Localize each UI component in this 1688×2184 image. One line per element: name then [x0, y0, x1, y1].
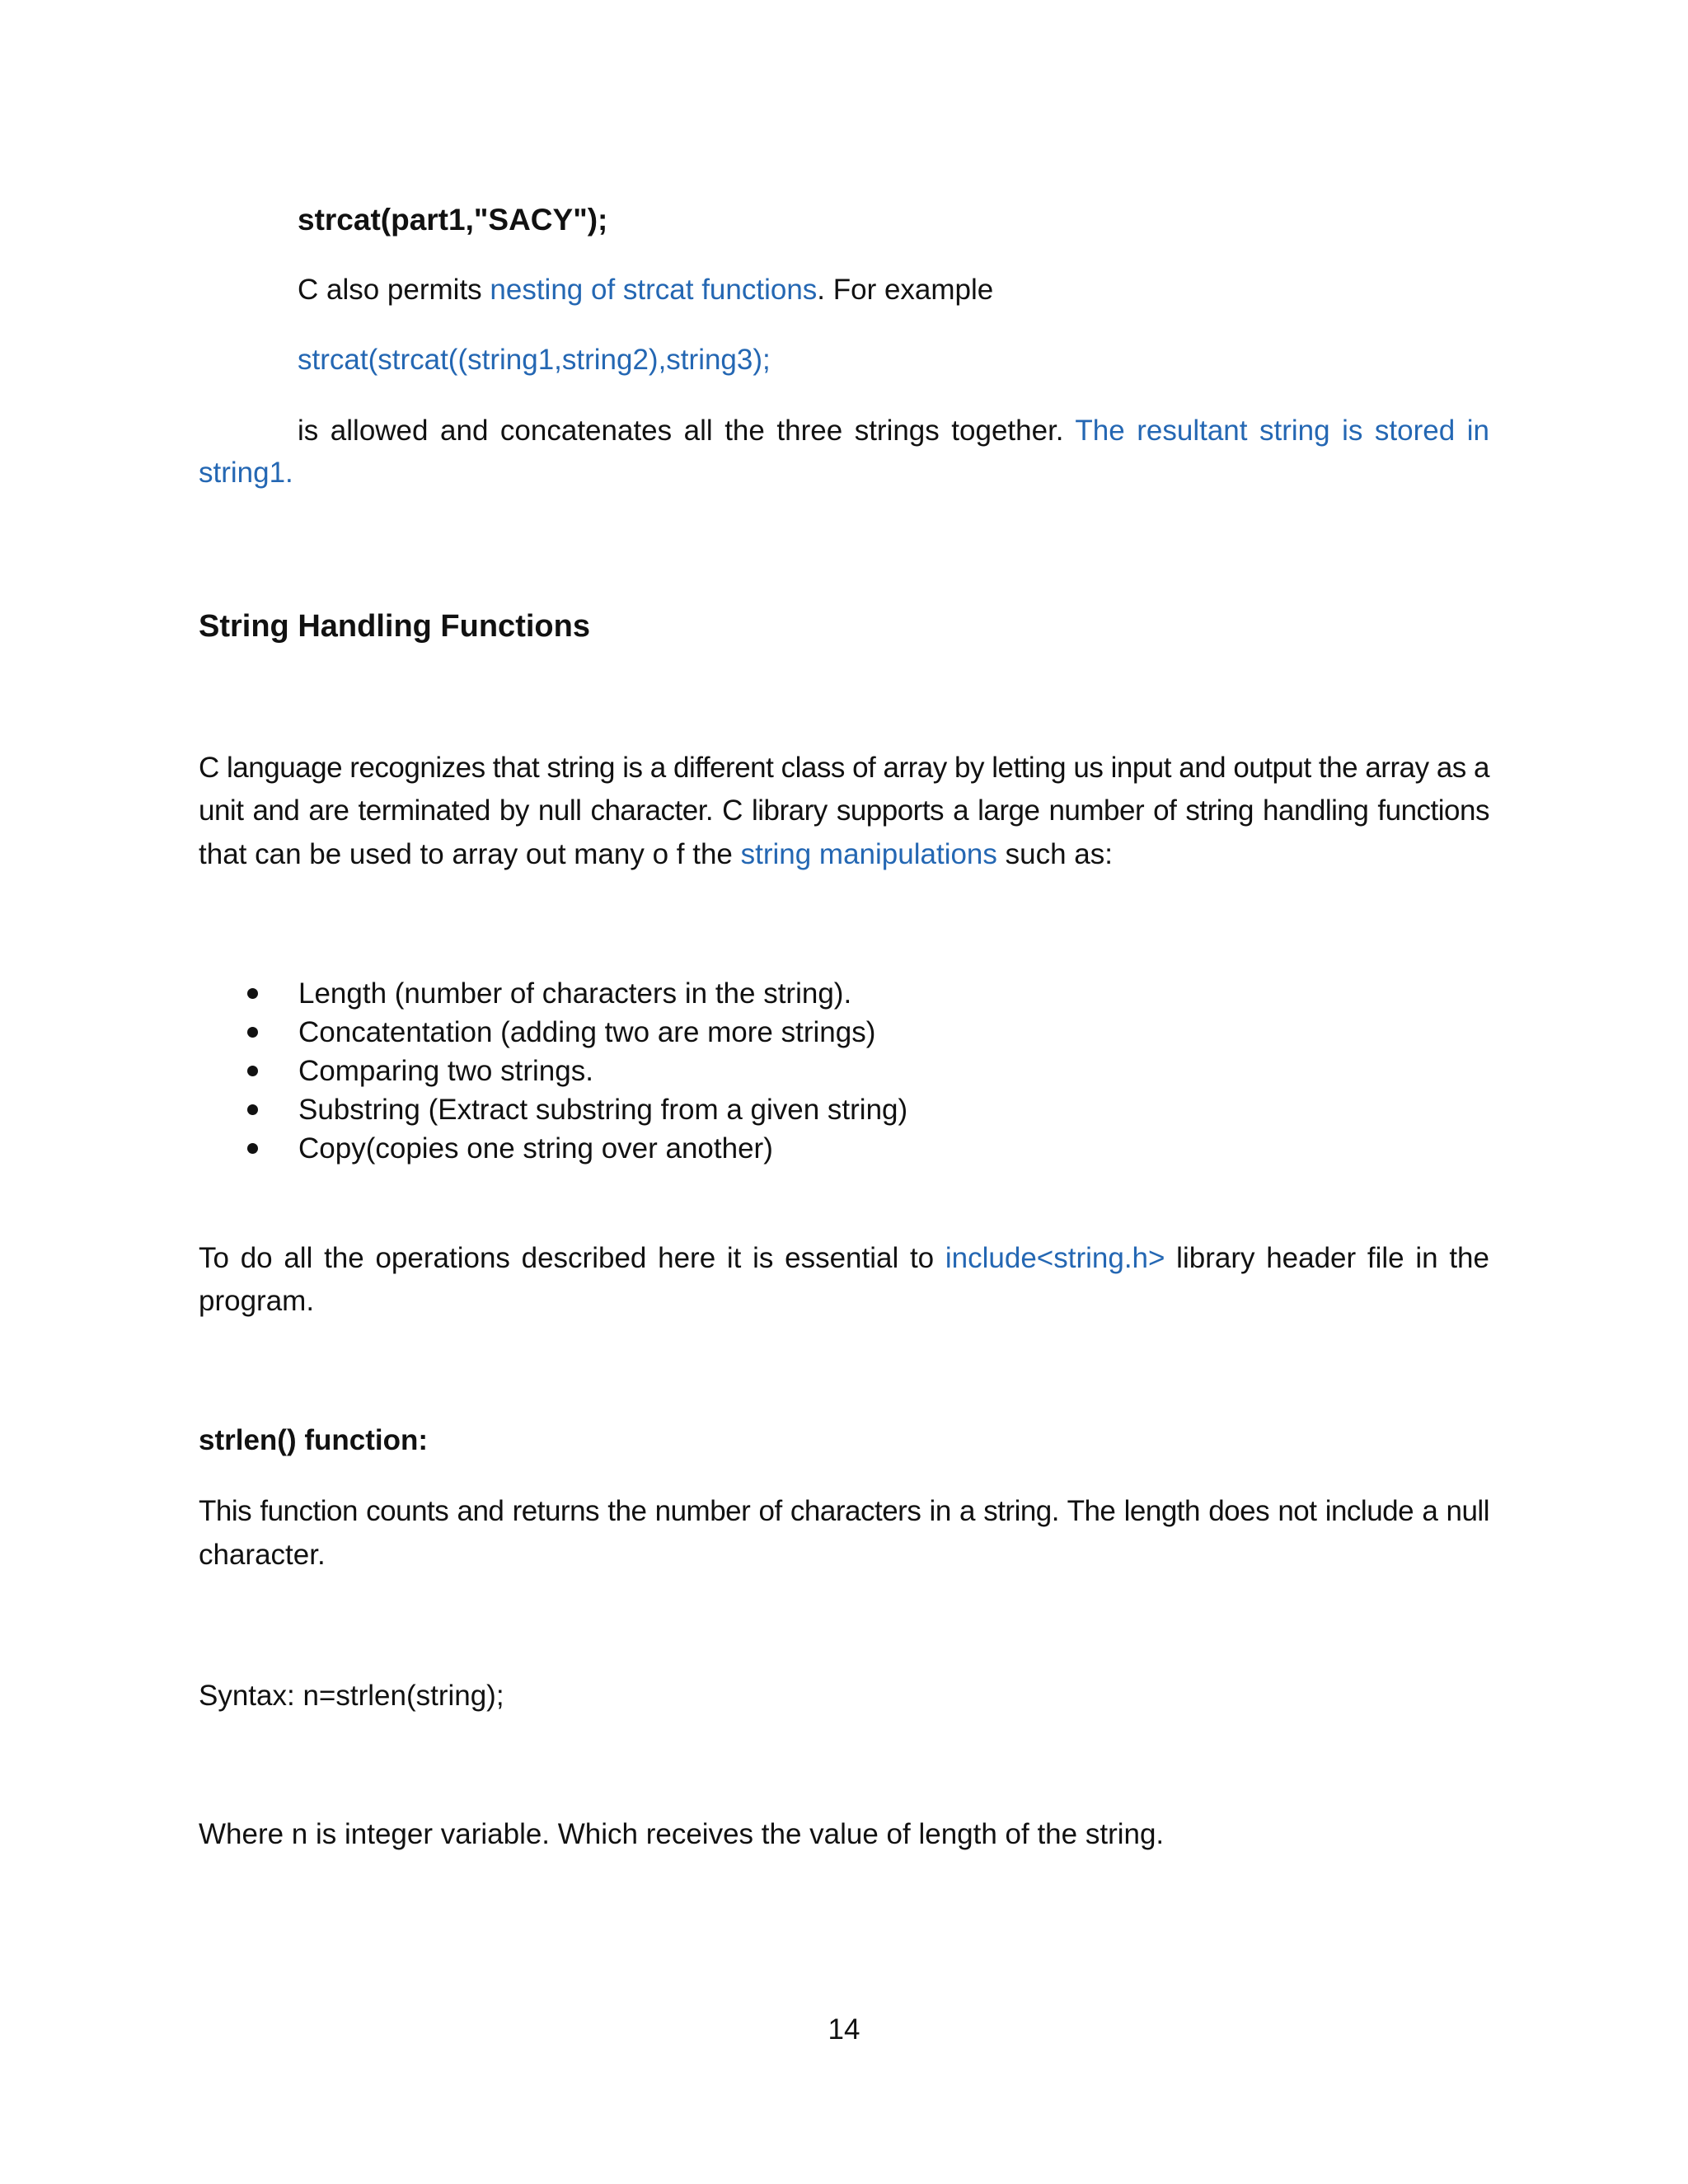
where-line: Where n is integer variable. Which receives the value of length of the string.: [199, 1818, 1165, 1850]
list-item-text: Concatentation (adding two are more strings): [298, 1016, 876, 1048]
nesting-text-pre: C also permits: [298, 274, 490, 306]
list-item-text: Substring (Extract substring from a given string): [298, 1094, 908, 1126]
include-line2: program.: [199, 1285, 315, 1317]
bullet-icon: [247, 1066, 258, 1076]
code-nested-strcat: strcat(strcat((string1,string2),string3);: [298, 344, 771, 376]
list-item: [199, 1013, 907, 1052]
syntax-line: Syntax: n=strlen(string);: [199, 1680, 504, 1712]
list-item: [199, 1052, 907, 1090]
include-pre: To do all the operations described here it is essential to: [199, 1242, 945, 1274]
bullet-icon: [247, 1143, 258, 1154]
include-post: library header file in the: [1165, 1242, 1489, 1274]
intro-line3-pre: that can be used to array out many o f the: [199, 838, 741, 870]
operations-list: [199, 974, 907, 1168]
include-line1: [199, 1237, 1489, 1280]
resultant-text-cont: string1.: [199, 457, 293, 489]
string-manipulations-link[interactable]: string manipulations: [740, 838, 997, 870]
list-item: [199, 1090, 907, 1129]
bullet-icon: [247, 1104, 258, 1115]
nesting-text-post: . For example: [817, 274, 994, 306]
nesting-paragraph: [298, 269, 993, 312]
resultant-text: The resultant string is stored in: [1075, 415, 1489, 447]
list-item-text: Copy(copies one string over another): [298, 1132, 773, 1165]
allowed-text: is allowed and concatenates all the three strings together.: [298, 415, 1076, 447]
list-item-text: Length (number of characters in the string).: [298, 977, 852, 1010]
bullet-icon: [247, 1027, 258, 1038]
strlen-heading: strlen() function:: [199, 1424, 429, 1456]
page-number: 14: [828, 2013, 860, 2046]
intro-line3-post: such as:: [996, 838, 1113, 870]
strlen-desc-line2: character.: [199, 1539, 326, 1571]
list-item: [199, 1129, 907, 1168]
bullet-icon: [247, 988, 258, 999]
include-link[interactable]: include<string.h>: [945, 1242, 1165, 1274]
nesting-link[interactable]: nesting of strcat functions: [490, 274, 818, 306]
section-heading: String Handling Functions: [199, 609, 590, 644]
intro-line1: C language recognizes that string is a different class of array by letting us input and output the array as a: [199, 752, 1489, 784]
intro-line2: unit and are terminated by null character. C library supports a large number of string handling functions: [199, 794, 1489, 827]
strlen-desc-line1: This function counts and returns the number of characters in a string. The length does not include a null: [199, 1495, 1489, 1527]
code-strcat-part1: strcat(part1,"SACY");: [298, 203, 608, 237]
list-item-text: Comparing two strings.: [298, 1055, 593, 1087]
list-item: [199, 974, 907, 1013]
allowed-line1: [298, 410, 1489, 452]
intro-line3: [199, 833, 1113, 876]
